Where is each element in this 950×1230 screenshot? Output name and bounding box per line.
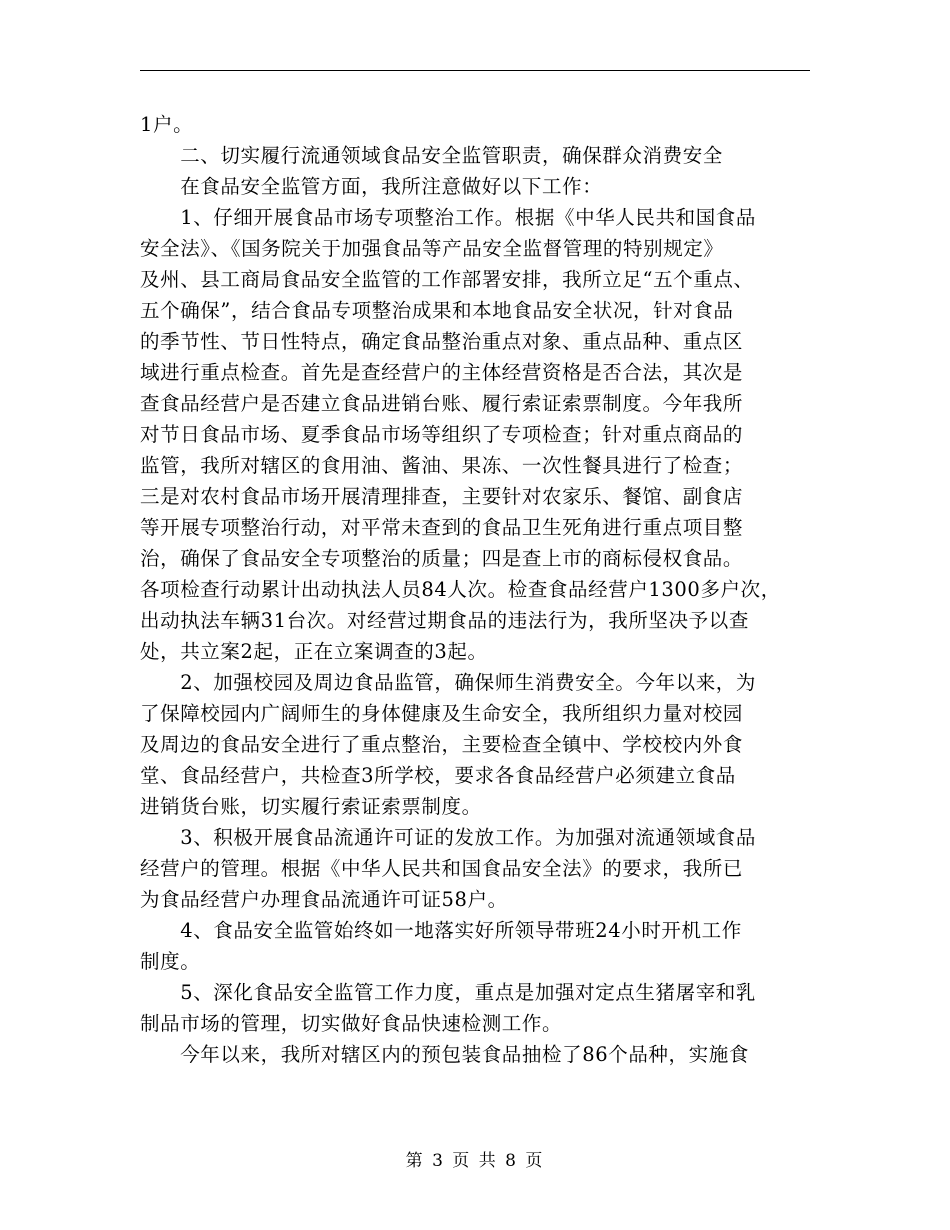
text-line: 及周边的食品安全进行了重点整治，主要检查全镇中、学校校内外食 xyxy=(140,733,744,756)
text-line: 监管，我所对辖区的食用油、酱油、果冻、一次性餐具进行了检查； xyxy=(140,454,744,477)
text-line: 等开展专项整治行动，对平常未查到的食品卫生死角进行重点项目整 xyxy=(140,516,744,539)
text-line: 安全法》、《国务院关于加强食品等产品安全监督管理的特别规定》 xyxy=(140,237,724,260)
text-line: 的季节性、节日性特点，确定食品整治重点对象、重点品种、重点区 xyxy=(140,330,744,353)
text-line: 3、积极开展食品流通许可证的发放工作。为加强对流通领域食品 xyxy=(140,826,757,849)
text-line: 处，共立案2起，正在立案调查的3起。 xyxy=(140,640,488,663)
page-footer: 第 3 页 共 8 页 xyxy=(405,1151,545,1171)
text-line: 制品市场的管理，切实做好食品快速检测工作。 xyxy=(140,1012,563,1035)
text-line: 五个确保”，结合食品专项整治成果和本地食品安全状况，针对食品 xyxy=(140,299,734,322)
text-line: 为食品经营户办理食品流通许可证58户。 xyxy=(140,888,508,911)
text-line: 1、仔细开展食品市场专项整治工作。根据《中华人民共和国食品 xyxy=(140,206,757,229)
header-rule xyxy=(140,70,810,71)
text-line: 制度。 xyxy=(140,950,201,973)
section-heading: 二、切实履行流通领域食品安全监管职责，确保群众消费安全 xyxy=(140,144,723,167)
text-line: 1户。 xyxy=(140,113,194,136)
text-line: 出动执法车辆31台次。对经营过期食品的违法行为，我所坚决予以查 xyxy=(140,609,749,632)
text-line: 4、食品安全监管始终如一地落实好所领导带班24小时开机工作 xyxy=(140,919,742,942)
text-line: 三是对农村食品市场开展清理排查，主要针对农家乐、餐馆、副食店 xyxy=(140,485,744,508)
text-line: 2、加强校园及周边食品监管，确保师生消费安全。今年以来，为 xyxy=(140,671,757,694)
text-line: 对节日食品市场、夏季食品市场等组织了专项检查；针对重点商品的 xyxy=(140,423,744,446)
text-line: 查食品经营户是否建立食品进销台账、履行索证索票制度。今年我所 xyxy=(140,392,744,415)
text-line: 域进行重点检查。首先是查经营户的主体经营资格是否合法，其次是 xyxy=(140,361,744,384)
text-line: 经营户的管理。根据《中华人民共和国食品安全法》的要求，我所已 xyxy=(140,857,744,880)
text-line: 5、深化食品安全监管工作力度，重点是加强对定点生猪屠宰和乳 xyxy=(140,981,757,1004)
text-line: 治，确保了食品安全专项整治的质量；四是查上市的商标侵权食品。 xyxy=(140,547,744,570)
text-line: 了保障校园内广阔师生的身体健康及生命安全，我所组织力量对校园 xyxy=(140,702,744,725)
text-line: 在食品安全监管方面，我所注意做好以下工作： xyxy=(140,175,603,198)
text-line: 及州、县工商局食品安全监管的工作部署安排，我所立足“五个重点、 xyxy=(140,268,754,291)
text-line: 各项检查行动累计出动执法人员84人次。检查食品经营户1300多户次， xyxy=(140,578,781,601)
text-line: 进销货台账，切实履行索证索票制度。 xyxy=(140,795,482,818)
text-line: 堂、食品经营户，共检查3所学校，要求各食品经营户必须建立食品 xyxy=(140,764,736,787)
text-line: 今年以来，我所对辖区内的预包装食品抽检了86个品种，实施食 xyxy=(140,1043,749,1066)
